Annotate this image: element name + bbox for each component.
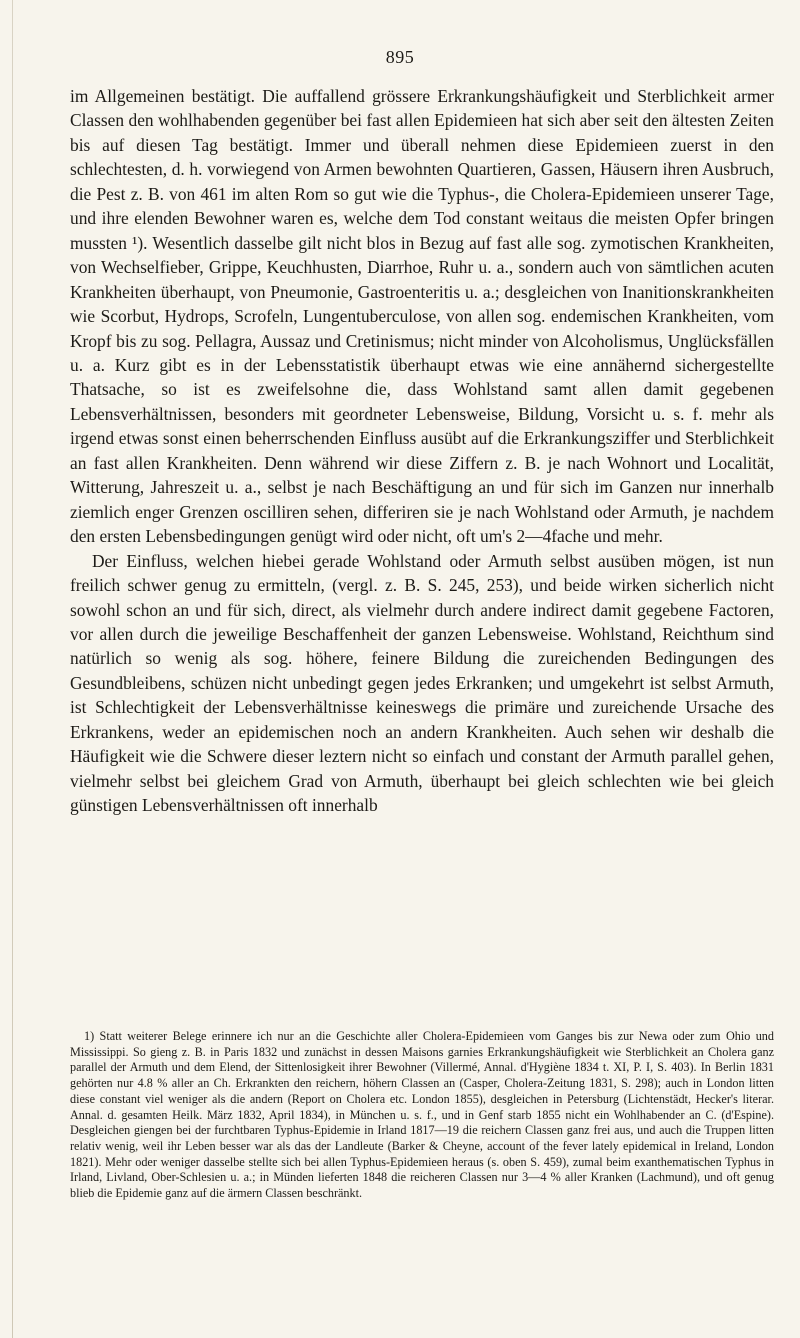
page-edge bbox=[12, 0, 13, 1338]
footnotes bbox=[70, 1029, 774, 1202]
body-paragraph-1: im Allgemeinen bestätigt. Die auffallend grössere Erkrankungshäufigkeit und Sterblichkeit armer Classen den wohlhabenden gegenüber bei fast allen Epidemieen hat sich aber seit den ältesten Zeiten bis auf diesen Tag bestätigt. Immer und überall nehmen diese Epidemieen zuerst in den schlechtesten, d. h. vorwiegend von Armen bewohnten Quartieren, Gassen, Häusern ihren Ausbruch, die Pest z. B. von 461 im alten Rom so gut wie die Typhus-, die Cholera-Epidemieen unserer Tage, und ihre elenden Bewohner waren es, welche dem Tod constant weitaus die meisten Opfer bringen mussten ¹). Wesentlich dasselbe gilt nicht blos in Bezug auf fast alle sog. zymotischen Krankheiten, von Wechselfieber, Grippe, Keuchhusten, Diarrhoe, Ruhr u. a., sondern auch von sämtlichen acuten Krankheiten überhaupt, von Pneumonie, Gastroenteritis u. a.; desgleichen von Inanitionskrankheiten wie Scorbut, Hydrops, Scrofeln, Lungentuberculose, von allen sog. endemischen Krankheiten, vom Kropf bis zu sog. Pellagra, Aussaz und Cretinismus; nicht minder von Alcoholismus, Unglücksfällen u. a. Kurz gibt es in der Lebensstatistik überhaupt etwas wie eine annähernd sichergestellte Thatsache, so ist es zweifelsohne die, dass Wohlstand samt allen damit gegebenen Lebensverhältnissen, besonders mit geordneter Lebensweise, Bildung, Vorsicht u. s. f. mehr als irgend etwas sonst einen beherrschenden Einfluss ausübt auf die Erkrankungsziffer und Sterblichkeit an fast allen Krankheiten. Denn während wir diese Ziffern z. B. je nach Wohnort und Localität, Witterung, Jahreszeit u. a., selbst je nach Beschäftigung an und für sich im Ganzen nur innerhalb ziemlich enger Grenzen oscilliren sehen, differiren sie je nach Wohlstand oder Armuth, je nachdem den ersten Lebensbedingungen genügt wird oder nicht, oft um's 2—4fache und mehr. bbox=[70, 86, 774, 547]
page-number: 895 bbox=[385, 47, 415, 67]
body-paragraph-2: Der Einfluss, welchen hiebei gerade Wohlstand oder Armuth selbst ausüben mögen, ist nun freilich schwer genug zu ermitteln, (vergl. z. B. S. 245, 253), und beide wirken sicherlich nicht sowohl schon an und für sich, direct, als vielmehr durch andere indirect damit gegebene Factoren, vor allen durch die jeweilige Beschaffenheit der ganzen Lebensweise. Wohlstand, Reichthum sind natürlich so wenig als sog. höhere, feinere Bildung die zureichenden Bedingungen des Gesundbleibens, schüzen nicht unbedingt gegen jedes Erkranken; und umgekehrt ist selbst Armuth, ist Schlechtigkeit der Lebensverhältnisse keineswegs die primäre und zureichende Ursache des Erkrankens, weder an epidemischen noch an andern Krankheiten. Auch sehen wir deshalb die Häufigkeit wie die Schwere dieser leztern nicht so einfach und constant der Armuth parallel gehen, vielmehr selbst bei gleichem Grad von Armuth, überhaupt bei gleich schlechten wie bei gleich günstigen Lebensverhältnissen oft innerhalb bbox=[70, 550, 774, 816]
main-text bbox=[70, 84, 774, 818]
footnote-1: 1) Statt weiterer Belege erinnere ich nur an die Geschichte aller Cholera-Epidemieen vom Ganges bis zur Newa oder zum Ohio und Mississippi. So gieng z. B. in Paris 1832 und zunächst in dessen Maisons garnies Erkrankungshäufigkeit wie Sterblichkeit an Cholera ganz parallel der Armuth und dem Elend, der Sittenlosigkeit ihrer Bewohner (Villermé, Annal. d'Hygiène 1834 t. XI, P. I, S. 403). In Berlin 1831 gehörten nur 4.8 % aller an Ch. Erkrankten den reichern, höhern Classen an (Casper, Cholera-Zeitung 1831, S. 298); auch in London litten diese constant viel weniger als die andern (Report on Cholera etc. London 1855), desgleichen in Petersburg (Lichtenstädt, Hecker's literar. Annal. d. gesamten Heilk. März 1832, April 1834), in München u. s. f., und in Genf starb 1855 nicht ein Wohlhabender an C. (d'Espine). Desgleichen giengen bei der furchtbaren Typhus-Epidemie in Irland 1817—19 die reichern Classen ganz frei aus, und auch die Truppen litten relativ wenig, weil ihr Leben besser war als das der Landleute (Barker & Cheyne, account of the fever lately epidemical in Ireland, London 1821). Mehr oder weniger dasselbe stellte sich bei allen Typhus-Epidemieen heraus (s. oben S. 459), zumal beim exanthematischen Typhus in Irland, Livland, Ober-Schlesien u. a.; in Münden lieferten 1848 die reicheren Classen nur 3—4 % aller Kranken (Lachmund), und oft genug blieb die Epidemie ganz auf die ärmern Classen beschränkt. bbox=[70, 1029, 774, 1201]
